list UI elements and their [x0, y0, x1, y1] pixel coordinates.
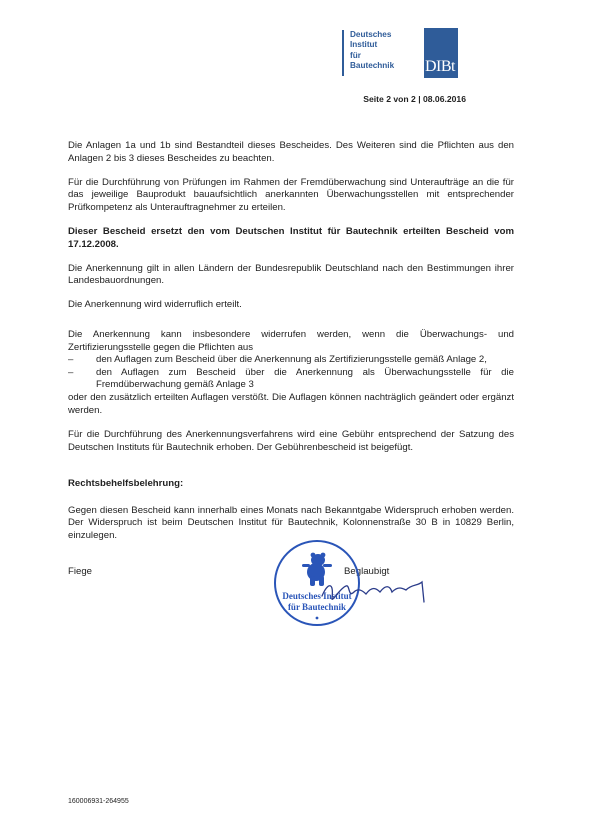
page-info: Seite 2 von 2 | 08.06.2016 [363, 94, 466, 104]
stamp-text-line2: für Bautechnik [287, 602, 347, 612]
logo-line: Institut [350, 40, 378, 50]
list-dash: – [68, 354, 74, 366]
logo-mark-text: DIBt [425, 58, 455, 76]
paragraph: Für die Durchführung des Anerkennungsverfahrens wird eine Gebühr entsprechend der Satzung des Deutschen Instituts für Bautechnik erhoben. Der Gebührenbescheid ist beigefügt. [68, 429, 514, 453]
paragraph: Die Anerkennung kann insbesondere widerrufen werden, wenn die Überwachungs- und Zertifizierungsstelle gegen die Pflichten aus [68, 328, 514, 353]
paragraph: Die Anerkennung gilt in allen Ländern der Bundesrepublik Deutschland nach den Bestimmungen ihrer Landesbauordnungen. [68, 262, 514, 287]
logo-line: Deutsches [350, 30, 392, 39]
signatory-name: Fiege [68, 566, 92, 577]
section-heading: Rechtsbehelfsbelehrung: [68, 478, 184, 490]
letter-body [68, 140, 514, 543]
logo-line: Bautechnik [350, 60, 395, 70]
list-dash: – [68, 366, 74, 378]
logo-divider [342, 30, 344, 76]
document-id: 160006931-264955 [68, 798, 129, 805]
list-item-text: den Auflagen zum Bescheid über die Anerkennung als Zertifizierungsstelle gemäß Anlage 2, [96, 354, 487, 366]
stamp-text-line1: Deutsches Institut [282, 591, 352, 601]
paragraph: Für die Durchführung von Prüfungen im Rahmen der Fremdüberwachung sind Unteraufträge an die für das jeweilige Bauprodukt bauaufsichtlich anerkannten Überwachungsstellen mit entsprechender Prüfkompetenz als Unterauftragnehmer zu erteilen. [68, 176, 514, 213]
logo-mark [424, 28, 458, 78]
handwritten-signature [318, 574, 436, 608]
list-item-text: den Auflagen zum Bescheid über die Anerkennung als Überwachungsstelle für die [96, 366, 514, 378]
list-item [68, 367, 514, 392]
paragraph: Gegen diesen Bescheid kann innerhalb eines Monats nach Bekanntgabe Widerspruch erhoben werden. Der Widerspruch ist beim Deutschen Institut für Bautechnik, Kolonnenstraße 30 B in 10829 Berlin, einzulegen. [68, 504, 514, 542]
paragraph: oder den zusätzlich erteilten Auflagen verstößt. Die Auflagen können nachträglich geändert oder ergänzt werden. [68, 391, 514, 416]
list-item [68, 354, 514, 367]
logo-line: für [350, 50, 361, 60]
stamp-dot [316, 617, 319, 620]
paragraph: Die Anlagen 1a und 1b sind Bestandteil dieses Bescheides. Des Weiteren sind die Pflichten aus den Anlagen 2 bis 3 dieses Bescheides zu beachten. [68, 140, 514, 164]
paragraph: Die Anerkennung wird widerruflich erteilt. [68, 299, 242, 311]
dibt-logo [342, 28, 458, 80]
logo-text [350, 30, 430, 71]
list-item-text: Fremdüberwachung gemäß Anlage 3 [96, 379, 254, 391]
certified-label: Beglaubigt [344, 566, 390, 577]
replacement-notice: Dieser Bescheid ersetzt den vom Deutschen Institut für Bautechnik erteilten Bescheid vom 17.12.2008. [68, 225, 514, 250]
